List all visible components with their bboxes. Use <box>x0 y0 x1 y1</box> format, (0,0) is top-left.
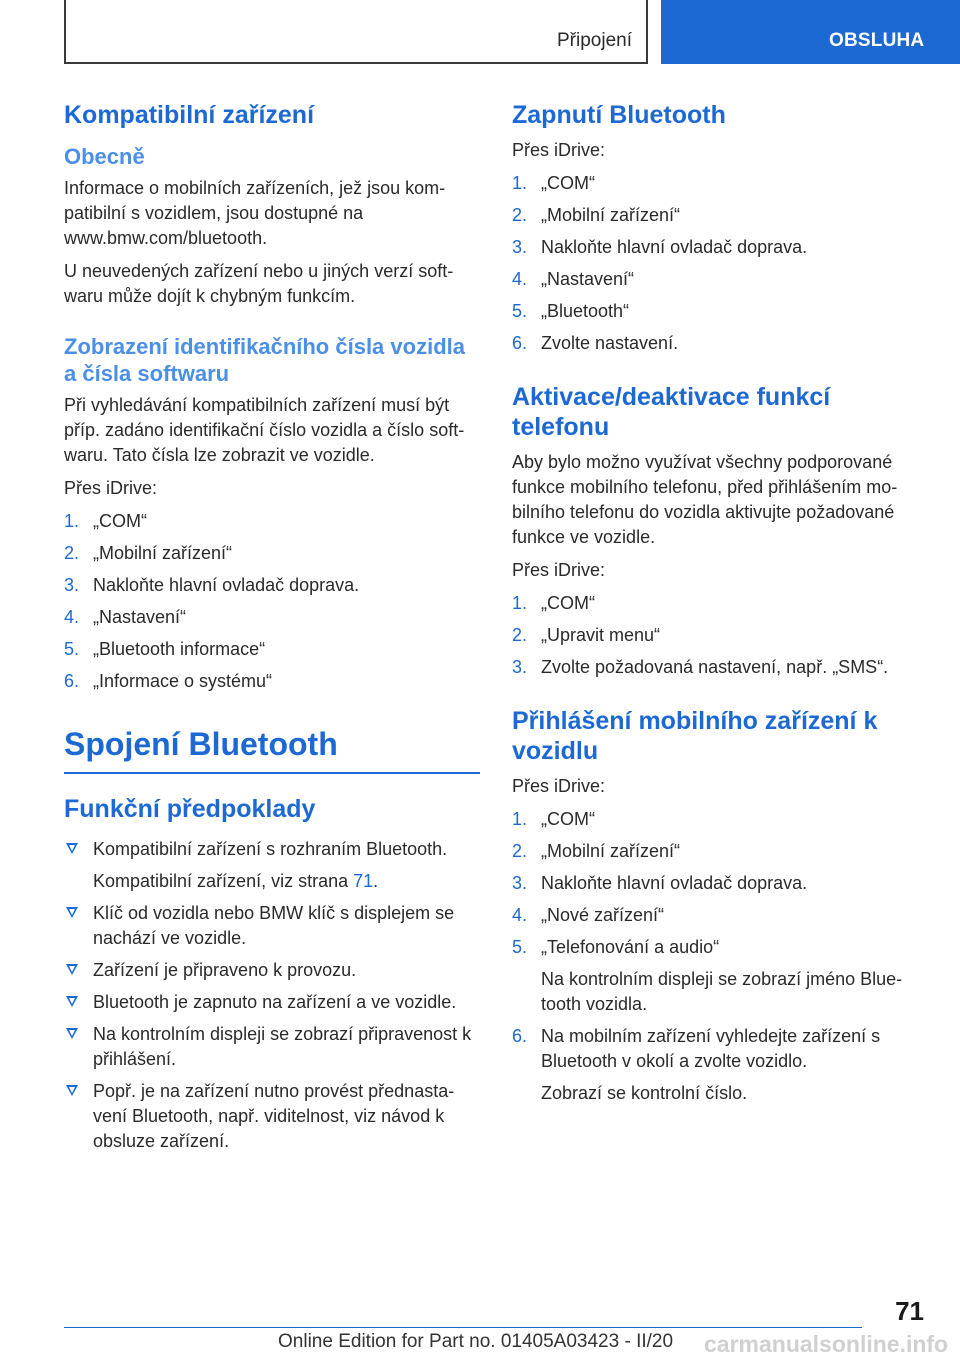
list-item: 6. „Informace o systému“ <box>64 671 273 691</box>
list-item: 5. „Bluetooth informace“ <box>64 639 266 659</box>
list-item: 2. „Mobilní zařízení“ <box>512 841 681 861</box>
heading-general: Obecně <box>64 144 145 169</box>
header-section-title: Připojení <box>557 30 632 51</box>
list-item: 3. Nakloňte hlavní ovladač doprava. <box>64 575 360 595</box>
heading-phone-functions: Aktivace/deaktivace funkcí telefonu <box>512 383 831 441</box>
triangle-bullet-icon <box>66 1028 78 1039</box>
requirements-list <box>64 837 480 1154</box>
list-item: Zařízení je připraveno k provozu. <box>64 958 480 983</box>
list-item: Na kontrolním displeji se zobrazí připravenost k přihlášení. <box>64 1022 480 1072</box>
list-item: Popř. je na zařízení nutno provést přednasta‐vení Bluetooth, např. viditelnost, viz návod k obsluze zařízení. <box>64 1079 480 1154</box>
pairing-steps-list <box>512 807 924 1106</box>
list-item: 2. „Upravit menu“ <box>512 625 661 645</box>
footer-divider <box>64 1327 862 1328</box>
heading-compatible-devices: Kompatibilní zařízení <box>64 101 315 129</box>
triangle-bullet-icon <box>66 964 78 975</box>
via-idrive-label: Přes iDrive: <box>512 776 606 796</box>
triangle-bullet-icon <box>66 907 78 918</box>
list-item: 3. Nakloňte hlavní ovladač doprava. <box>512 237 808 257</box>
list-item: 2. „Mobilní zařízení“ <box>64 543 233 563</box>
list-item: 2. „Mobilní zařízení“ <box>512 205 681 225</box>
heading-vin-software: Zobrazení identifikačního čísla vozidla a čísla softwaru <box>64 334 465 386</box>
heading-pair-device: Přihlášení mobilního zařízení k vozidlu <box>512 707 878 765</box>
list-item: 4. „Nové zařízení“ <box>512 905 665 925</box>
triangle-bullet-icon <box>66 843 78 854</box>
functions-steps-list <box>512 591 924 680</box>
list-item: 5. „Telefonování a audio“ Na kontrolním displeji se zobrazí jméno Blue‐tooth vozidla. <box>512 937 903 1014</box>
list-item: 6. Zvolte nastavení. <box>512 333 679 353</box>
heading-bluetooth-connection: Spojení Bluetooth <box>64 724 480 774</box>
general-paragraph-2: U neuvedených zařízení nebo u jiných verzí soft‐waru může dojít k chybným funkcím. <box>64 261 454 306</box>
header-chapter-tab <box>661 0 960 64</box>
right-column <box>512 100 924 1116</box>
page-link[interactable]: 71 <box>353 871 374 891</box>
watermark: carmanualsonline.info <box>704 1331 949 1357</box>
bluetooth-on-steps-list <box>512 171 924 356</box>
via-idrive-label: Přes iDrive: <box>512 140 606 160</box>
list-item: 3. Zvolte požadovaná nastavení, např. „SMS“. <box>512 657 889 677</box>
triangle-bullet-icon <box>66 1085 78 1096</box>
list-item: Klíč od vozidla nebo BMW klíč s displejem se nachází ve vozidle. <box>64 901 480 951</box>
via-idrive-label: Přes iDrive: <box>64 478 158 498</box>
list-item: 1. „COM“ <box>512 809 595 829</box>
list-item: Bluetooth je zapnuto na zařízení a ve vozidle. <box>64 990 480 1015</box>
vin-paragraph: Při vyhledávání kompatibilních zařízení musí být příp. zadáno identifikační číslo vozidla a číslo soft‐waru. Tato čísla lze zobrazit ve vozidle. <box>64 395 465 465</box>
header-section-box <box>64 0 648 64</box>
vin-steps-list <box>64 509 480 694</box>
list-item: 1. „COM“ <box>512 173 595 193</box>
footer-edition: Online Edition for Part no. 01405A03423 - II/20 <box>278 1331 674 1352</box>
header-chapter-title: OBSLUHA <box>829 30 925 51</box>
heading-requirements: Funkční předpoklady <box>64 795 316 823</box>
functions-paragraph: Aby bylo možno využívat všechny podporované funkce mobilního telefonu, před přihlášením mo‐bilního telefonu do vozidla aktivujte požadované funkce ve vozidle. <box>512 452 898 547</box>
list-item: 1. „COM“ <box>512 593 595 613</box>
list-item: 6. Na mobilním zařízení vyhledejte zařízení s Bluetooth v okolí a zvolte vozidlo. Zobrazí se kontrolní číslo. <box>512 1026 881 1103</box>
page-number: 71 <box>895 1296 924 1326</box>
list-item: 4. „Nastavení“ <box>512 269 635 289</box>
list-item: 3. Nakloňte hlavní ovladač doprava. <box>512 873 808 893</box>
list-item: Kompatibilní zařízení s rozhraním Bluetooth. Kompatibilní zařízení, viz strana 71. <box>64 837 480 894</box>
triangle-bullet-icon <box>66 996 78 1007</box>
via-idrive-label: Přes iDrive: <box>512 560 606 580</box>
list-item: 5. „Bluetooth“ <box>512 301 630 321</box>
list-item: 1. „COM“ <box>64 511 147 531</box>
general-paragraph-1: Informace o mobilních zařízeních, jež jsou kom‐patibilní s vozidlem, jsou dostupné na www.bmw.com/bluetooth. <box>64 178 446 248</box>
heading-bluetooth-on: Zapnutí Bluetooth <box>512 101 726 129</box>
list-item: 4. „Nastavení“ <box>64 607 187 627</box>
left-column <box>64 100 480 1161</box>
